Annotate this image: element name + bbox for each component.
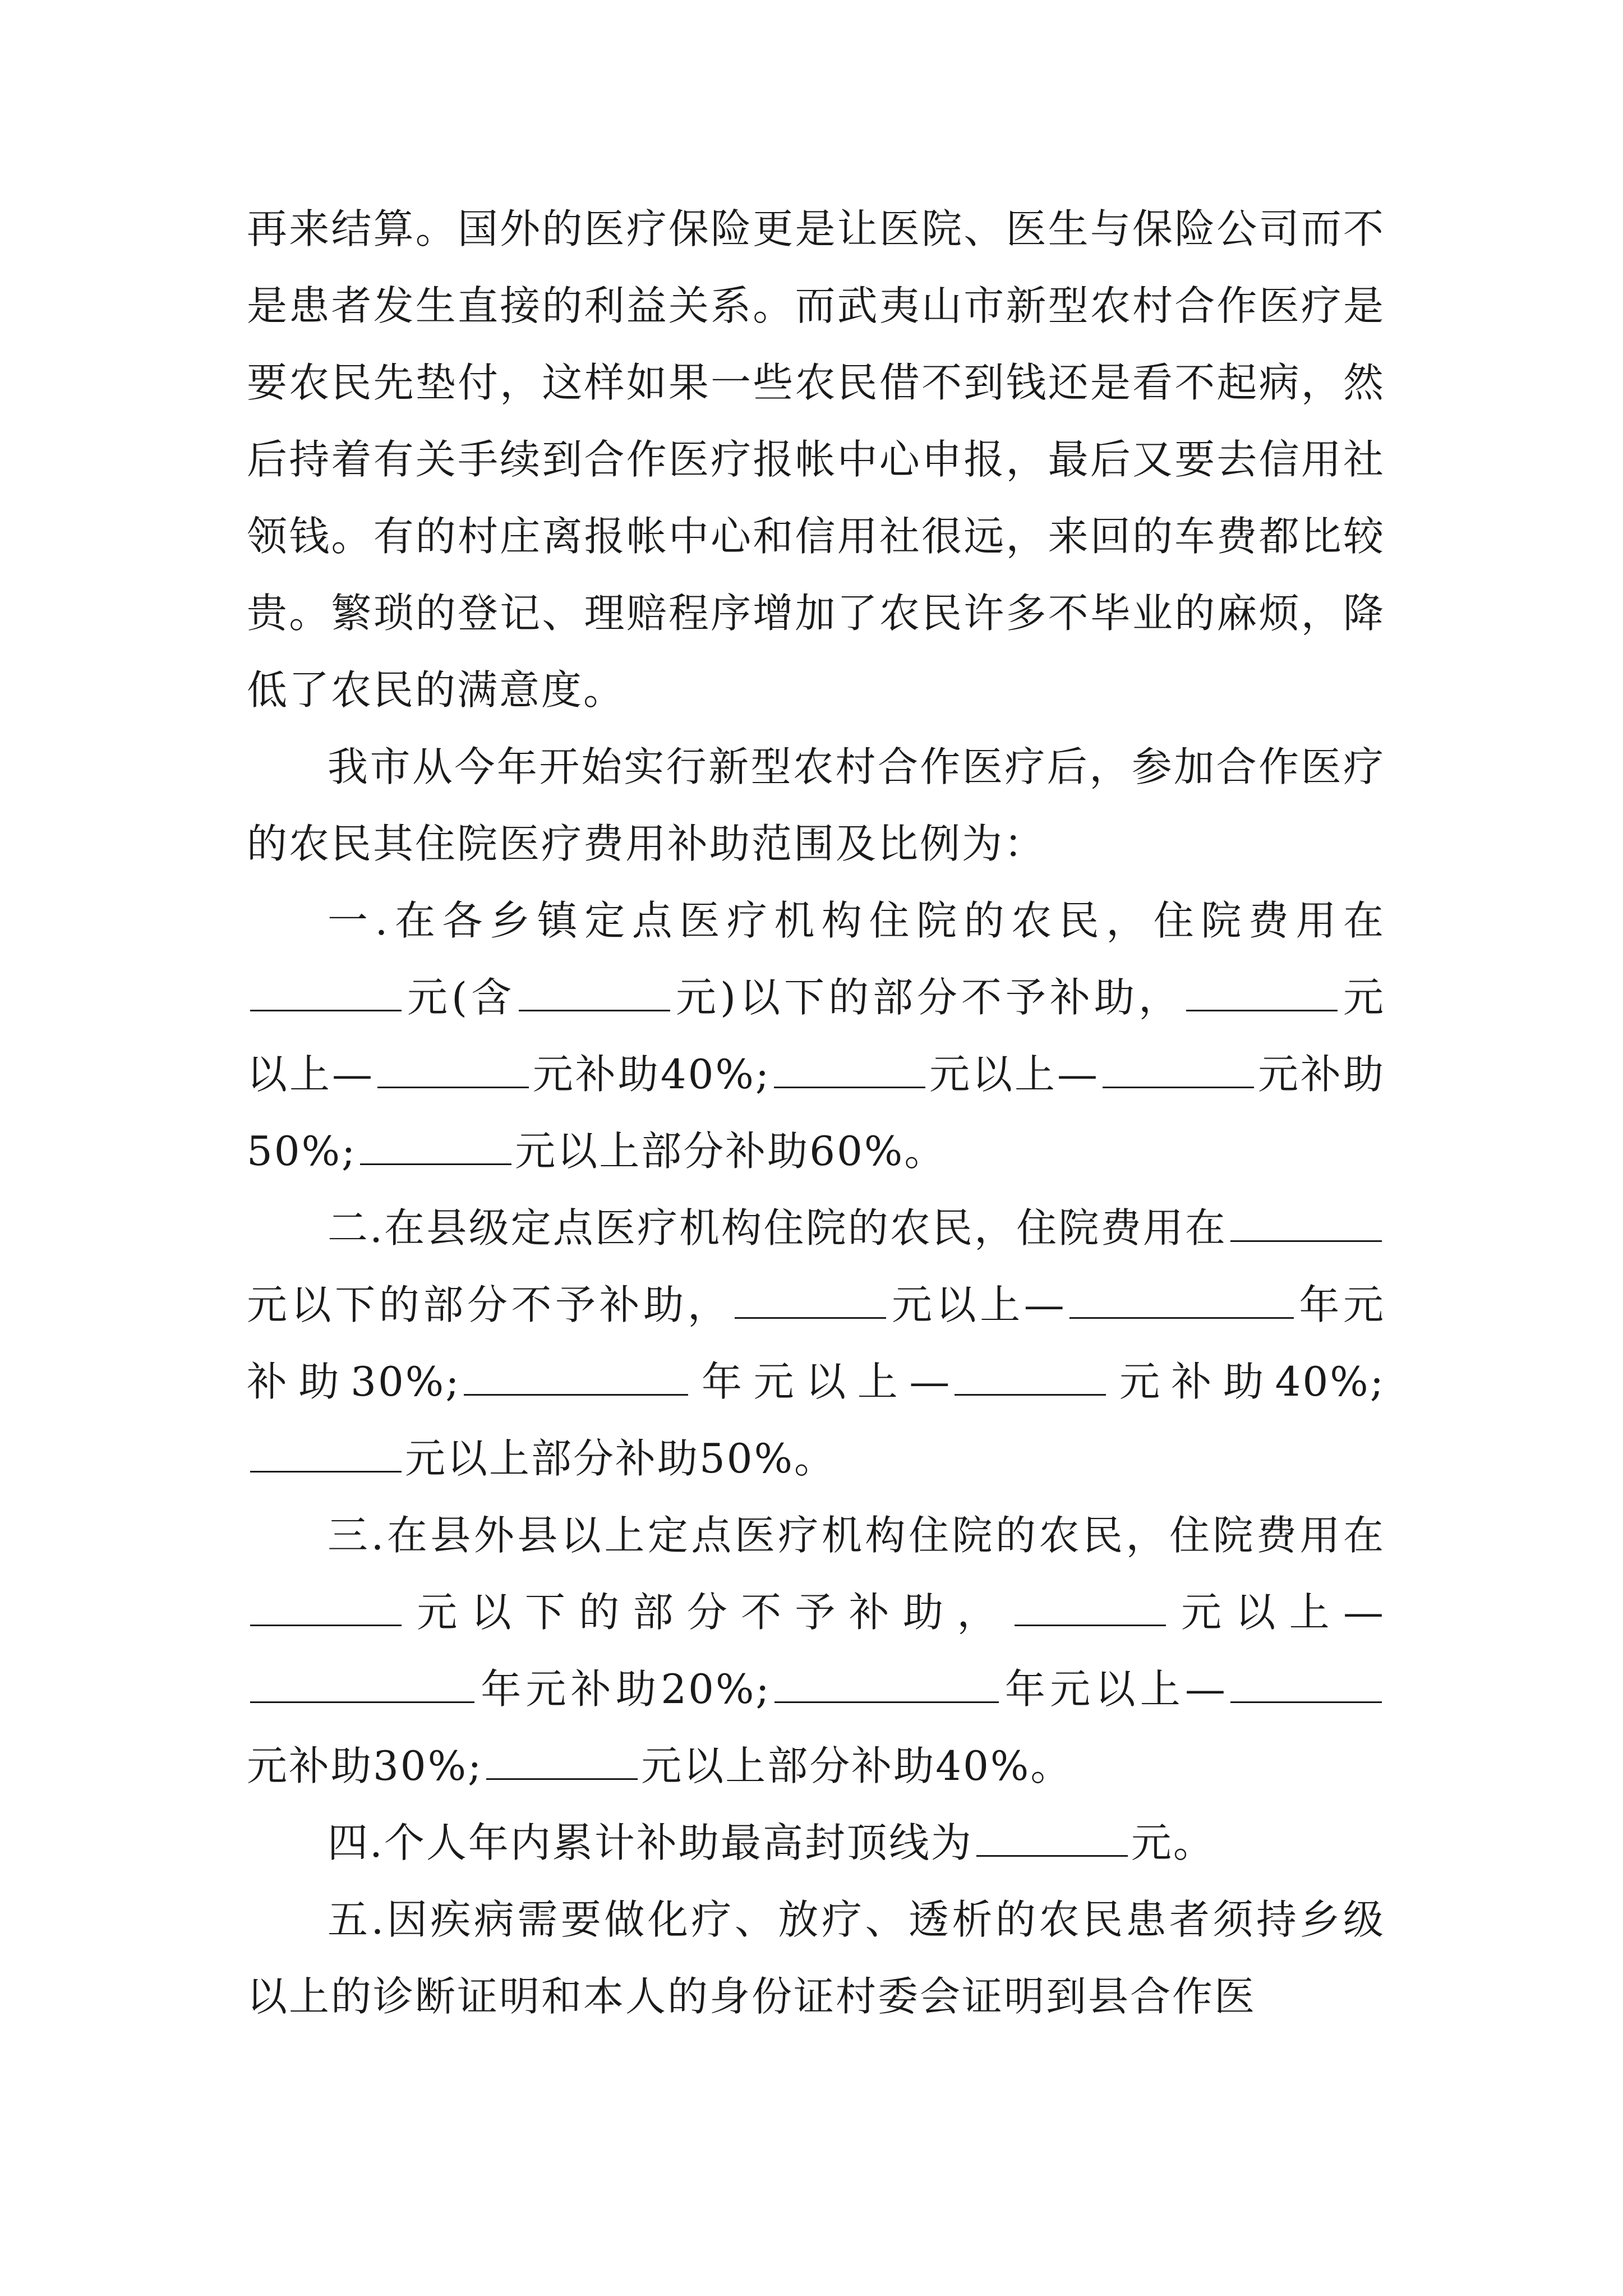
blank-field[interactable] bbox=[360, 1130, 511, 1165]
item4-text-1: 四.个人年内累计补助最高封顶线为 bbox=[328, 1819, 973, 1866]
blank-field[interactable] bbox=[774, 1668, 999, 1703]
item3-text-3: 元以上— bbox=[1169, 1589, 1385, 1636]
paragraph-reimbursement-issues: 再来结算。国外的医疗保险更是让医院、医生与保险公司而不是患者发生直接的利益关系。而武夷山市新型农村合作医疗是要农民先垫付，这样如果一些农民借不到钱还是看不起病，然后持着有关手续到合作医疗报帐中心申报，最后又要去信用社领钱。有的村庄离报帐中心和信用社很远，来回的车费都比较贵。繁琐的登记、理赔程序增加了农民许多不毕业的麻烦，降低了农民的满意度。 bbox=[247, 205, 1385, 714]
item2-text-1: 二.在县级定点医疗机构住院的农民，住院费用在 bbox=[328, 1204, 1227, 1251]
item-special-treatment: 五.因疾病需要做化疗、放疗、透析的农民患者须持乡级以上的诊断证明和本人的身份证村委会证明到县合作医 bbox=[247, 1896, 1385, 2020]
blank-field[interactable] bbox=[735, 1283, 886, 1319]
blank-field[interactable] bbox=[486, 1745, 638, 1780]
item-annual-cap bbox=[247, 1805, 1385, 1881]
item1-text-6: 元以上— bbox=[929, 1051, 1100, 1098]
item3-text-5: 年元以上— bbox=[1002, 1665, 1227, 1713]
item1-text-1: 一.在各乡镇定点医疗机构住院的农民，住院费用在 bbox=[328, 897, 1385, 944]
blank-field[interactable] bbox=[250, 976, 402, 1011]
blank-field[interactable] bbox=[955, 1360, 1106, 1396]
item2-text-5: 年元以上— bbox=[691, 1358, 952, 1405]
blank-field[interactable] bbox=[1186, 976, 1338, 1011]
item3-text-6: 元补助30%; bbox=[247, 1742, 483, 1789]
item1-text-7: 元补助50%; bbox=[247, 1051, 1385, 1175]
item1-text-2: 元(含 bbox=[405, 974, 516, 1021]
item3-text-1: 三.在县外县以上定点医疗机构住院的农民，住院费用在 bbox=[328, 1512, 1385, 1559]
item3-text-7: 元以上部分补助40%。 bbox=[641, 1742, 1073, 1789]
blank-field[interactable] bbox=[250, 1591, 402, 1626]
item-outside-county-hospital bbox=[247, 1497, 1385, 1805]
item1-text-5: 元补助40%; bbox=[532, 1051, 771, 1098]
item1-text-3: 元)以下的部分不予补助， bbox=[674, 974, 1183, 1021]
item2-text-3: 元以上— bbox=[889, 1281, 1066, 1328]
item3-text-4: 年元补助20%; bbox=[478, 1665, 771, 1713]
blank-field[interactable] bbox=[377, 1053, 529, 1088]
blank-field[interactable] bbox=[250, 1668, 474, 1703]
blank-field[interactable] bbox=[1015, 1591, 1166, 1626]
item4-text-2: 元。 bbox=[1131, 1819, 1215, 1866]
item2-text-7: 元以上部分补助50%。 bbox=[405, 1435, 837, 1482]
document-body bbox=[247, 191, 1385, 2035]
blank-field[interactable] bbox=[1230, 1668, 1382, 1703]
blank-field[interactable] bbox=[1230, 1207, 1382, 1242]
blank-field[interactable] bbox=[1103, 1053, 1254, 1088]
item1-text-4: 元以上— bbox=[247, 974, 1385, 1098]
blank-field[interactable] bbox=[1069, 1283, 1294, 1319]
item2-text-4: 年元补助30%; bbox=[247, 1281, 1385, 1405]
item1-text-8: 元以上部分补助60%。 bbox=[515, 1128, 947, 1175]
item3-text-2: 元以下的部分不予补助， bbox=[405, 1589, 1011, 1636]
item2-text-6: 元补助40%; bbox=[1109, 1358, 1385, 1405]
blank-field[interactable] bbox=[464, 1360, 688, 1396]
blank-field[interactable] bbox=[519, 976, 670, 1011]
blank-field[interactable] bbox=[250, 1437, 402, 1473]
blank-field[interactable] bbox=[976, 1821, 1128, 1857]
item-township-hospital bbox=[247, 882, 1385, 1190]
item2-text-2: 元以下的部分不予补助， bbox=[247, 1281, 732, 1328]
paragraph-subsidy-intro: 我市从今年开始实行新型农村合作医疗后，参加合作医疗的农民其住院医疗费用补助范围及比例为： bbox=[247, 743, 1385, 867]
blank-field[interactable] bbox=[774, 1053, 925, 1088]
item-county-hospital bbox=[247, 1190, 1385, 1497]
